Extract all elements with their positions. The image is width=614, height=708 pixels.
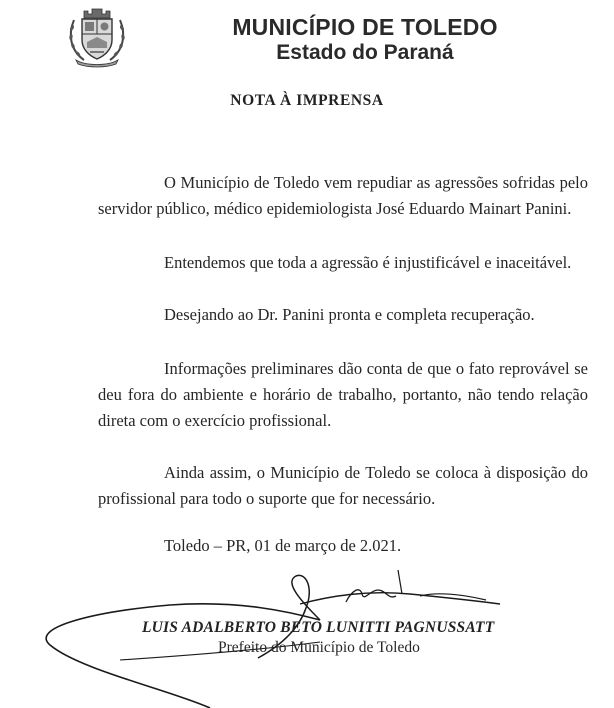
document-title: NOTA À IMPRENSA xyxy=(230,92,384,109)
paragraph-unjustifiable: Entendemos que toda a agressão é injustificável e inaceitável. xyxy=(164,253,572,272)
municipal-coat-of-arms-icon xyxy=(66,6,128,68)
state-subtitle: Estado do Paraná xyxy=(276,41,454,64)
signer-name: LUIS ADALBERTO BETO LUNITTI PAGNUSSATT xyxy=(142,619,495,636)
paragraph-repudiation: O Município de Toledo vem repudiar as agressões sofridas pelo servidor público, médico epidemiologista José Eduardo Mainart Panini. xyxy=(98,173,588,218)
signer-role: Prefeito do Município de Toledo xyxy=(218,639,420,656)
paragraph-support: Ainda assim, o Município de Toledo se coloca à disposição do profissional para todo o suporte que for necessário. xyxy=(98,463,588,508)
municipality-title: MUNICÍPIO DE TOLEDO xyxy=(232,14,498,40)
date-line: Toledo – PR, 01 de março de 2.021. xyxy=(164,536,402,555)
paragraph-preliminary-info: Informações preliminares dão conta de que o fato reprovável se deu fora do ambiente e horário de trabalho, portanto, não tendo relação direta com o exercício profissional. xyxy=(98,359,588,430)
paragraph-recovery: Desejando ao Dr. Panini pronta e completa recuperação. xyxy=(164,305,535,324)
